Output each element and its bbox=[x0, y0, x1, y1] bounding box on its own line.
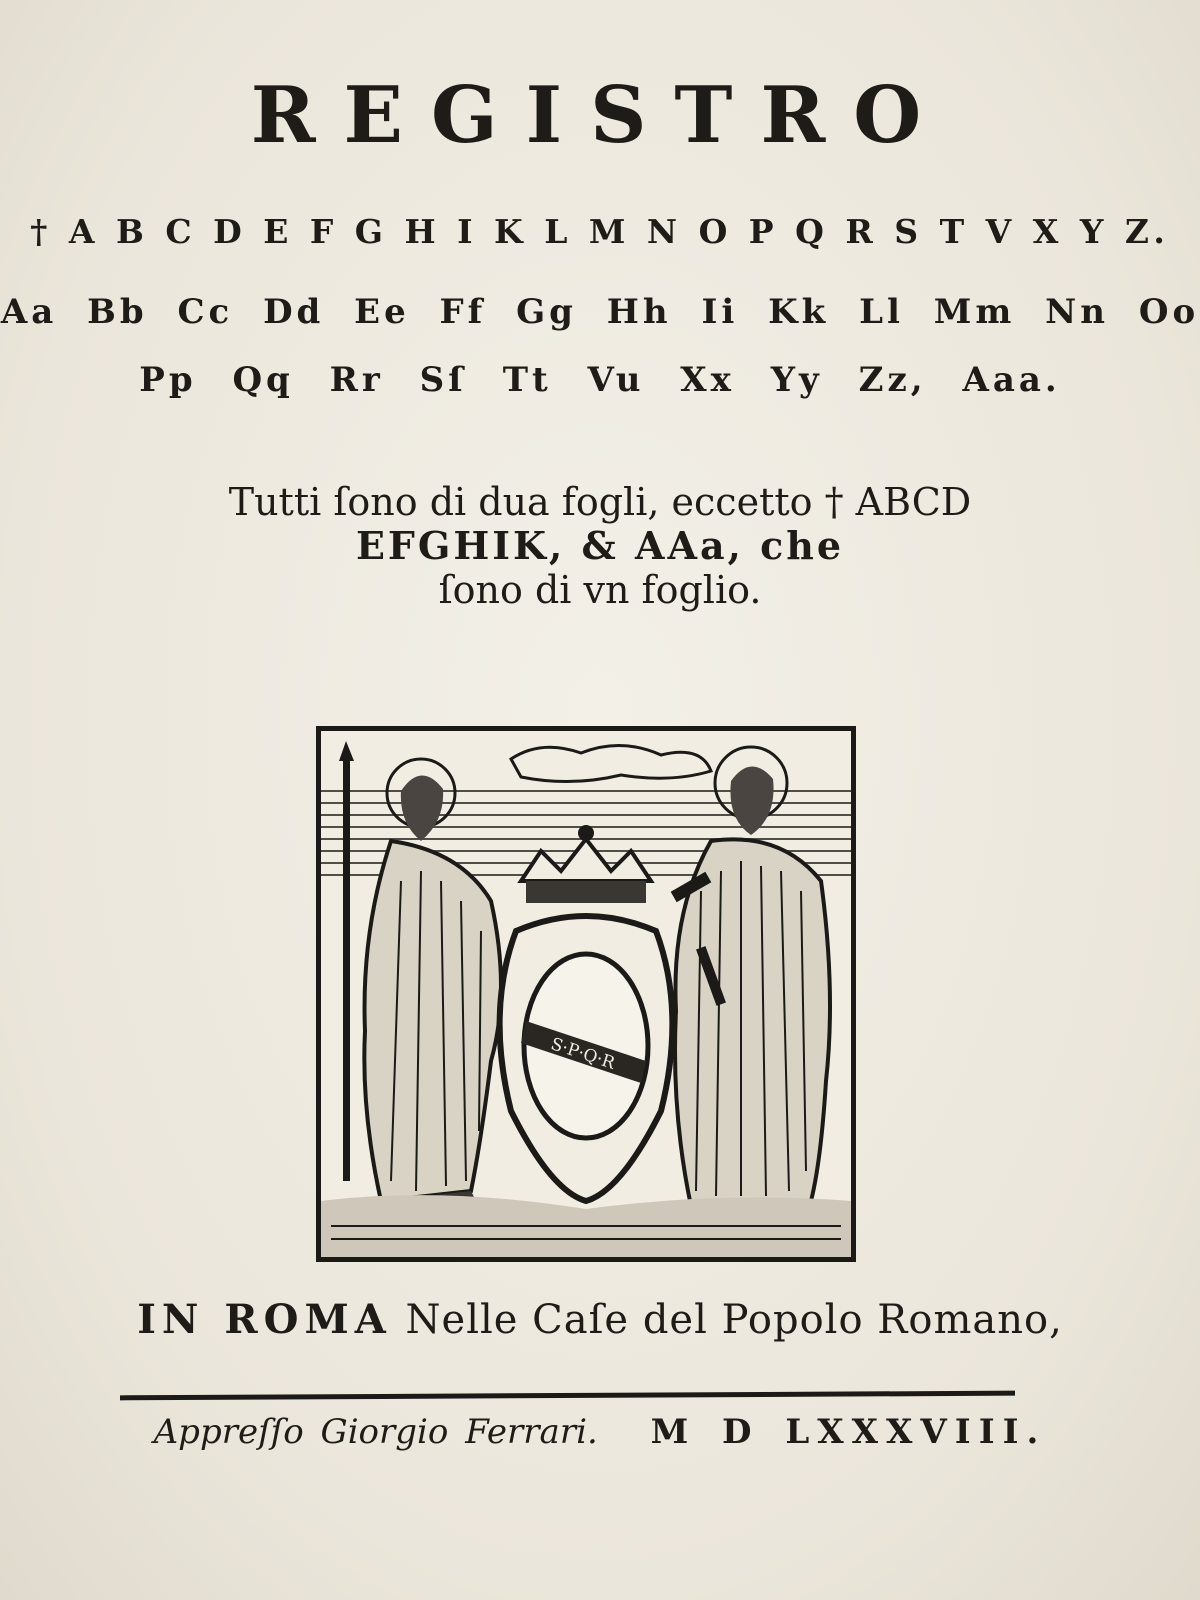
cloud-shape bbox=[511, 745, 711, 781]
collation-note-line-3: ſono di vn foglio. bbox=[438, 568, 762, 612]
printer-name: Appreſſo Giorgio Ferrari. bbox=[153, 1412, 598, 1452]
imprint-text: Nelle Caſe del Popolo Romano, bbox=[405, 1297, 1063, 1343]
collation-note-line-2: EFGHIK, & AAa, che bbox=[355, 523, 845, 568]
imprint-place: IN ROMA bbox=[137, 1296, 392, 1343]
spqr-banner-text: S·P·Q·R bbox=[548, 1034, 618, 1074]
publication-date: M D LXXXVIII. bbox=[650, 1412, 1047, 1452]
spqr-shield bbox=[500, 916, 673, 1201]
printer-device-woodcut bbox=[316, 726, 856, 1262]
imprint-line bbox=[0, 1296, 1200, 1343]
register-row-2: Aa Bb Cc Dd Ee Ff Gg Hh Ii Kk Ll Mm Nn Oo bbox=[0, 292, 1200, 332]
register-row-1: † A B C D E F G H I K L M N O P Q R S T V X Y Z. bbox=[30, 212, 1170, 251]
saint-peter-figure bbox=[671, 747, 830, 1223]
page-title: REGISTRO bbox=[250, 70, 950, 161]
collation-note-line-1: Tutti ſono di dua fogli, eccetto † ABCD bbox=[228, 480, 972, 524]
woodcut-illustration bbox=[321, 731, 851, 1257]
collation-note bbox=[0, 480, 1200, 612]
register-row-3: Pp Qq Rr Sſ Tt Vu Xx Yy Zz, Aaa. bbox=[139, 360, 1061, 400]
horizontal-rule bbox=[120, 1391, 1015, 1401]
crown-icon bbox=[521, 825, 651, 903]
printer-line bbox=[0, 1412, 1200, 1452]
saint-paul-figure bbox=[339, 741, 501, 1221]
